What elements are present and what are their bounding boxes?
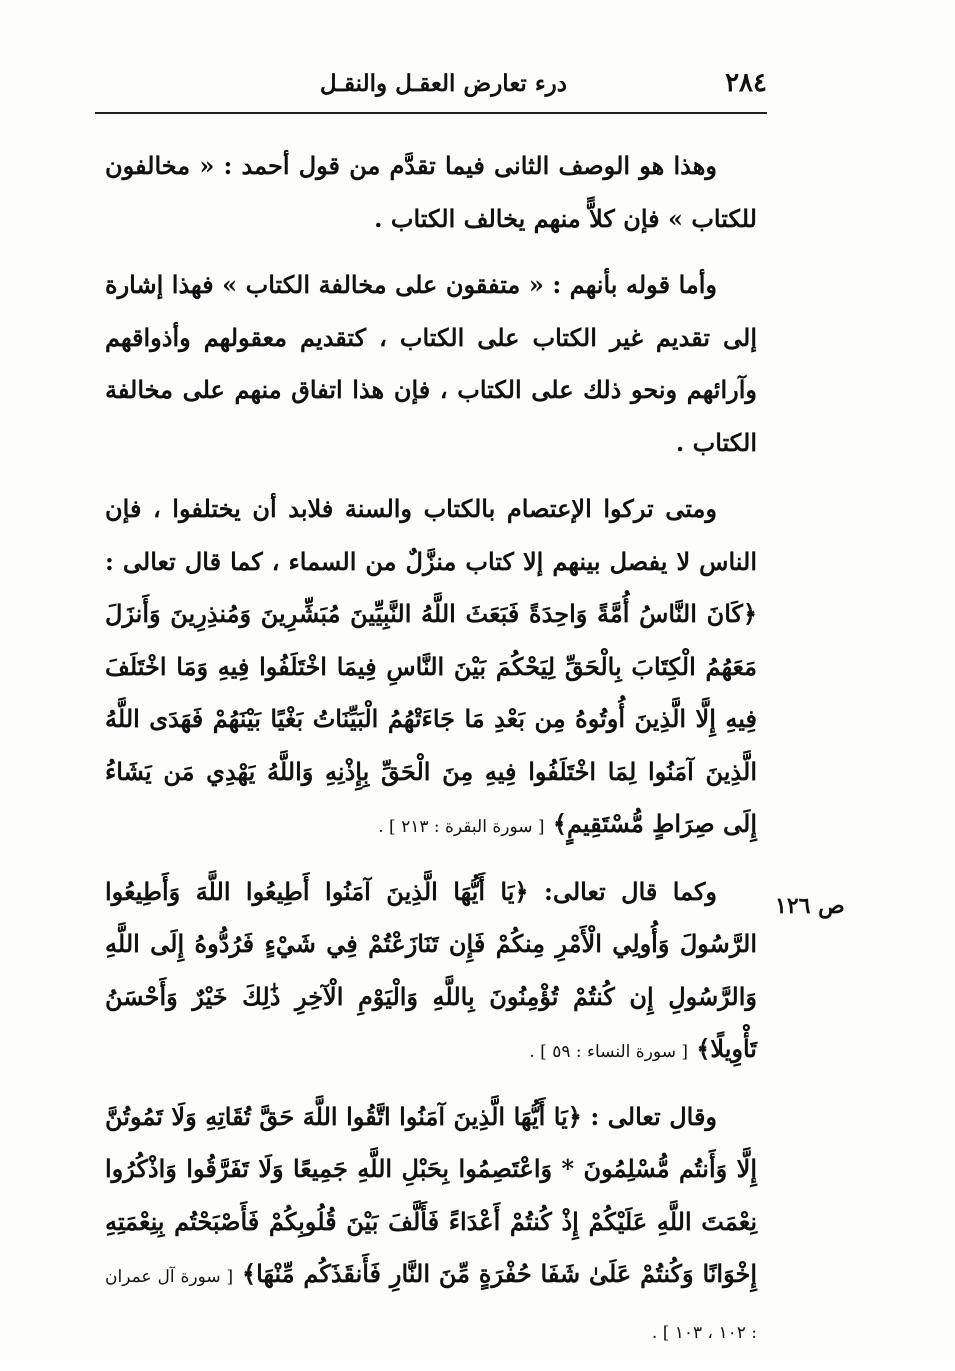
verse-reference-nisa: [ سورة النساء : ٥٩ ] . <box>529 1042 688 1062</box>
paragraph-2-text: وأما قوله بأنهم : « متفقون على مخالفة الكتاب » فهذا إشارة إلى تقديم غير الكتاب على الكتاب ، كتقديم معقولهم وأذواقهم وآرائهم ونحو ذلك على الكتاب ، فإن هذا اتفاق منهم على مخالفة الكتاب . <box>105 270 757 457</box>
paragraph-3 <box>105 483 757 854</box>
paragraph-3-intro: ومتى تركوا الإعتصام بالكتاب والسنة فلابد أن يختلفوا ، فإن الناس لا يفصل بينهم إلا كتاب منزَّلٌ من السماء ، كما قال تعالى : <box>105 494 757 576</box>
quran-verse-nisa-59: ﴿يَا أَيُّهَا الَّذِينَ آمَنُوا أَطِيعُوا اللَّهَ وَأَطِيعُوا الرَّسُولَ وَأُولِي الْأَمْرِ مِنكُمْ فَإِن تَنَازَعْتُمْ فِي شَيْءٍ فَرُدُّوهُ إِلَى اللَّهِ وَالرَّسُولِ إِن كُنتُمْ تُؤْمِنُونَ بِاللَّهِ وَالْيَوْمِ الْآخِرِ ذَٰلِكَ خَيْرٌ وَأَحْسَنُ تَأْوِيلًا﴾ <box>105 876 757 1063</box>
paragraph-1-text: وهذا هو الوصف الثانى فيما تقدَّم من قول أحمد : « مخالفون للكتاب » فإن كلاًّ منهم يخالف الكتاب . <box>105 151 757 233</box>
paragraph-1 <box>105 140 757 245</box>
paragraph-2 <box>105 259 757 469</box>
body-text <box>105 140 757 1371</box>
quran-verse-baqarah-213: ﴿كَانَ النَّاسُ أُمَّةً وَاحِدَةً فَبَعَثَ اللَّهُ النَّبِيِّينَ مُبَشِّرِينَ وَمُنذِرِينَ وَأَنزَلَ مَعَهُمُ الْكِتَابَ بِالْحَقِّ لِيَحْكُمَ بَيْنَ النَّاسِ فِيمَا اخْتَلَفُوا فِيهِ وَمَا اخْتَلَفَ فِيهِ إِلَّا الَّذِينَ أُوتُوهُ مِن بَعْدِ مَا جَاءَتْهُمُ الْبَيِّنَاتُ بَغْيًا بَيْنَهُمْ فَهَدَى اللَّهُ الَّذِينَ آمَنُوا لِمَا اخْتَلَفُوا فِيهِ مِنَ الْحَقِّ بِإِذْنِهِ وَاللَّهُ يَهْدِي مَن يَشَاءُ إِلَى صِرَاطٍ مُّسْتَقِيمٍ﴾ <box>105 599 758 838</box>
running-title: درء تعارض العقـل والنقـل <box>319 70 567 97</box>
paragraph-5-intro: وقال تعالى : <box>590 1101 718 1131</box>
quran-verse-imran-102-103: ﴿يَا أَيُّهَا الَّذِينَ آمَنُوا اتَّقُوا اللَّهَ حَقَّ تُقَاتِهِ وَلَا تَمُوتُنَّ إِلَّا وَأَنتُم مُّسْلِمُونَ * وَاعْتَصِمُوا بِحَبْلِ اللَّهِ جَمِيعًا وَلَا تَفَرَّقُوا وَاذْكُرُوا نِعْمَتَ اللَّهِ عَلَيْكُمْ إِذْ كُنتُمْ أَعْدَاءً فَأَلَّفَ بَيْنَ قُلُوبِكُمْ فَأَصْبَحْتُم بِنِعْمَتِهِ إِخْوَانًا وَكُنتُمْ عَلَىٰ شَفَا حُفْرَةٍ مِّنَ النَّارِ فَأَنقَذَكُم مِّنْهَا﴾ <box>105 1101 758 1288</box>
paragraph-4 <box>105 866 757 1079</box>
margin-page-reference: ص ١٢٦ <box>775 893 845 919</box>
verse-reference-imran: [ سورة آل عمران : ١٠٢ ، ١٠٣ ] . <box>105 1267 757 1343</box>
page-header <box>95 62 767 112</box>
page-number: ٢٨٤ <box>725 68 767 98</box>
paragraph-4-intro: وكما قال تعالى: <box>543 876 718 906</box>
verse-reference-baqarah: [ سورة البقرة : ٢١٣ ] . <box>378 817 545 837</box>
paragraph-5 <box>105 1091 757 1360</box>
header-rule <box>95 112 767 114</box>
